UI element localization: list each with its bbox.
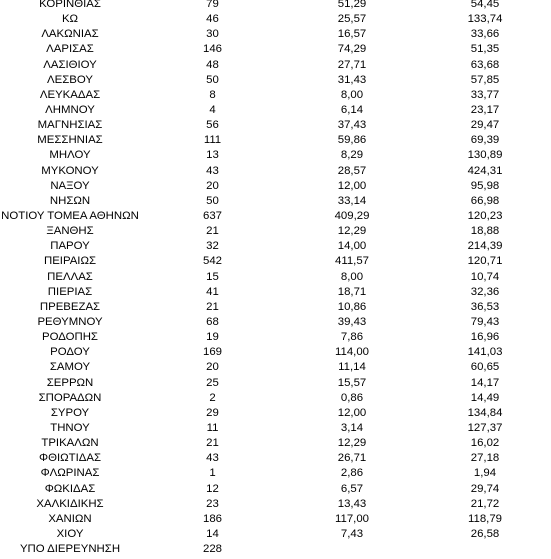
average-cell: 7,43 bbox=[340, 527, 364, 540]
cases-cell: 21 bbox=[206, 225, 219, 238]
table-row bbox=[0, 315, 551, 330]
cases-cell: 50 bbox=[206, 73, 219, 86]
region-name-cell: ΡΕΘΥΜΝΟΥ bbox=[37, 315, 103, 328]
cases-cell: 56 bbox=[206, 119, 219, 132]
average-cell: 114,00 bbox=[335, 346, 369, 359]
table-row bbox=[0, 73, 551, 88]
table-row bbox=[0, 270, 551, 285]
cases-cell: 41 bbox=[206, 285, 219, 298]
table-row bbox=[0, 88, 551, 103]
rate-cell: 33,77 bbox=[470, 88, 500, 101]
cases-cell: 169 bbox=[202, 346, 222, 359]
average-cell: 37,43 bbox=[337, 119, 367, 132]
cases-cell: 186 bbox=[202, 512, 222, 525]
rate-cell: 127,37 bbox=[467, 421, 503, 434]
table-row bbox=[0, 148, 551, 163]
rate-cell: 1,94 bbox=[473, 467, 497, 480]
region-name-cell: ΣΑΜΟΥ bbox=[49, 361, 91, 374]
cases-cell: 637 bbox=[202, 209, 222, 222]
rate-cell: 23,17 bbox=[470, 103, 500, 116]
cases-cell: 25 bbox=[206, 376, 219, 389]
rate-cell: 120,71 bbox=[467, 255, 503, 268]
region-name-cell: ΜΗΛΟΥ bbox=[49, 149, 91, 162]
region-name-cell: ΝΟΤΙΟΥ ΤΟΜΕΑ ΑΘΗΝΩΝ bbox=[1, 209, 139, 222]
rate-cell: 54,45 bbox=[470, 0, 500, 10]
region-name-cell: ΠΙΕΡΙΑΣ bbox=[47, 285, 93, 298]
average-cell: 25,57 bbox=[337, 13, 367, 26]
table-row bbox=[0, 179, 551, 194]
cases-cell: 48 bbox=[206, 58, 219, 71]
average-cell: 8,29 bbox=[340, 149, 364, 162]
cases-cell: 43 bbox=[206, 452, 219, 465]
cases-cell: 46 bbox=[206, 13, 219, 26]
average-cell: 28,57 bbox=[337, 164, 367, 177]
region-name-cell: ΜΥΚΟΝΟΥ bbox=[41, 164, 99, 177]
average-cell: 6,57 bbox=[340, 482, 364, 495]
rate-cell: 16,96 bbox=[470, 331, 500, 344]
cases-cell: 20 bbox=[206, 361, 219, 374]
region-name-cell: ΧΙΟΥ bbox=[56, 527, 84, 540]
cases-cell: 20 bbox=[206, 179, 219, 192]
table-row bbox=[0, 285, 551, 300]
region-name-cell: ΡΟΔΟΥ bbox=[50, 346, 90, 359]
table-row bbox=[0, 118, 551, 133]
cases-cell: 2 bbox=[209, 391, 216, 404]
region-name-cell: ΧΑΛΚΙΔΙΚΗΣ bbox=[36, 497, 104, 510]
average-cell: 18,71 bbox=[337, 285, 367, 298]
average-cell: 12,29 bbox=[337, 437, 367, 450]
table-row bbox=[0, 209, 551, 224]
region-name-cell: ΚΟΡΙΝΘΙΑΣ bbox=[39, 0, 101, 10]
cases-cell: 111 bbox=[203, 134, 222, 147]
average-cell: 51,29 bbox=[337, 0, 367, 10]
table-row bbox=[0, 42, 551, 57]
rate-cell: 424,31 bbox=[467, 164, 503, 177]
rate-cell: 32,36 bbox=[470, 285, 500, 298]
table-row bbox=[0, 391, 551, 406]
rate-cell: 79,43 bbox=[470, 315, 500, 328]
average-cell: 117,00 bbox=[335, 512, 369, 525]
rate-cell: 10,74 bbox=[470, 270, 500, 283]
average-cell: 27,71 bbox=[337, 58, 367, 71]
region-name-cell: ΜΑΓΝΗΣΙΑΣ bbox=[37, 119, 103, 132]
rate-cell: 14,49 bbox=[470, 391, 500, 404]
average-cell: 3,14 bbox=[340, 421, 364, 434]
cases-cell: 32 bbox=[206, 240, 219, 253]
cases-cell: 68 bbox=[206, 315, 219, 328]
region-name-cell: ΦΘΙΩΤΙΔΑΣ bbox=[39, 452, 101, 465]
region-name-cell: ΠΑΡΟΥ bbox=[50, 240, 90, 253]
table-row bbox=[0, 300, 551, 315]
average-cell: 10,86 bbox=[337, 300, 367, 313]
table-row bbox=[0, 421, 551, 436]
table-row bbox=[0, 103, 551, 118]
rate-cell bbox=[419, 542, 551, 557]
cases-cell: 15 bbox=[206, 270, 219, 283]
rate-cell: 21,72 bbox=[470, 497, 500, 510]
table-row bbox=[0, 345, 551, 360]
average-cell: 11,14 bbox=[338, 361, 366, 374]
table-row bbox=[0, 254, 551, 269]
cases-cell: 79 bbox=[206, 0, 219, 10]
average-cell: 0,86 bbox=[340, 391, 364, 404]
rate-cell: 16,02 bbox=[470, 437, 500, 450]
table-row bbox=[0, 512, 551, 527]
table-row bbox=[0, 436, 551, 451]
region-name-cell: ΝΑΞΟΥ bbox=[50, 179, 90, 192]
cases-cell: 43 bbox=[206, 164, 219, 177]
region-name-cell: ΠΡΕΒΕΖΑΣ bbox=[39, 300, 101, 313]
rate-cell: 141,03 bbox=[467, 346, 503, 359]
region-name-cell: ΡΟΔΟΠΗΣ bbox=[42, 331, 98, 344]
region-name-cell: ΣΠΟΡΑΔΩΝ bbox=[38, 391, 102, 404]
region-name-cell: ΦΛΩΡΙΝΑΣ bbox=[40, 467, 100, 480]
region-name-cell: ΛΕΣΒΟΥ bbox=[47, 73, 93, 86]
rate-cell: 69,39 bbox=[470, 134, 500, 147]
cases-cell: 14 bbox=[206, 527, 219, 540]
cases-cell: 11 bbox=[206, 421, 219, 434]
region-name-cell: ΛΑΚΩΝΙΑΣ bbox=[41, 28, 99, 41]
average-cell: 8,00 bbox=[340, 270, 364, 283]
average-cell: 33,14 bbox=[337, 194, 367, 207]
region-name-cell: ΝΗΣΩΝ bbox=[49, 194, 91, 207]
rate-cell: 18,88 bbox=[470, 225, 500, 238]
cases-cell: 13 bbox=[206, 149, 219, 162]
average-cell: 411,57 bbox=[335, 255, 369, 268]
cases-cell: 542 bbox=[202, 255, 222, 268]
average-cell: 59,86 bbox=[337, 134, 367, 147]
region-name-cell: ΛΑΣΙΘΙΟΥ bbox=[43, 58, 97, 71]
average-cell: 13,43 bbox=[337, 497, 367, 510]
rate-cell: 66,98 bbox=[470, 194, 500, 207]
rate-cell: 60,65 bbox=[470, 361, 500, 374]
rate-cell: 36,53 bbox=[470, 300, 500, 313]
table-row bbox=[0, 406, 551, 421]
table-row bbox=[0, 12, 551, 27]
table-row bbox=[0, 330, 551, 345]
rate-cell: 214,39 bbox=[467, 240, 503, 253]
rate-cell: 51,35 bbox=[470, 43, 500, 56]
rate-cell: 120,23 bbox=[467, 209, 503, 222]
region-name-cell: ΥΠΟ ΔΙΕΡΕΥΝΗΣΗ bbox=[19, 543, 121, 556]
region-name-cell: ΛΑΡΙΣΑΣ bbox=[46, 43, 94, 56]
table-row bbox=[0, 164, 551, 179]
table-row bbox=[0, 58, 551, 73]
table-row bbox=[0, 376, 551, 391]
average-cell: 16,57 bbox=[337, 28, 367, 41]
cases-cell: 50 bbox=[206, 194, 219, 207]
region-name-cell: ΧΑΝΙΩΝ bbox=[48, 512, 92, 525]
cases-cell: 8 bbox=[209, 88, 216, 101]
cases-cell: 4 bbox=[209, 103, 216, 116]
region-name-cell: ΤΡΙΚΑΛΩΝ bbox=[41, 437, 99, 450]
rate-cell: 95,98 bbox=[470, 179, 500, 192]
rate-cell: 63,68 bbox=[470, 58, 500, 71]
cases-cell: 228 bbox=[202, 543, 222, 556]
average-cell: 26,71 bbox=[337, 452, 367, 465]
average-cell: 12,00 bbox=[337, 179, 367, 192]
average-cell: 14,00 bbox=[337, 240, 367, 253]
rate-cell: 134,84 bbox=[467, 406, 503, 419]
table-row bbox=[0, 466, 551, 481]
average-cell: 31,43 bbox=[337, 73, 367, 86]
average-cell: 12,00 bbox=[337, 406, 367, 419]
region-name-cell: ΠΕΛΛΑΣ bbox=[47, 270, 93, 283]
rate-cell: 57,85 bbox=[470, 73, 500, 86]
cases-cell: 21 bbox=[206, 437, 219, 450]
table-row bbox=[0, 0, 551, 12]
table-row bbox=[0, 542, 551, 557]
table-row bbox=[0, 527, 551, 542]
region-name-cell: ΚΩ bbox=[61, 13, 79, 26]
average-cell: 409,29 bbox=[334, 209, 370, 222]
average-cell: 6,14 bbox=[340, 103, 364, 116]
table-row bbox=[0, 27, 551, 42]
region-name-cell: ΠΕΙΡΑΙΩΣ bbox=[43, 255, 97, 268]
region-name-cell: ΜΕΣΣΗΝΙΑΣ bbox=[37, 134, 103, 147]
average-cell: 7,86 bbox=[340, 331, 364, 344]
rate-cell: 29,47 bbox=[470, 119, 500, 132]
cases-cell: 30 bbox=[206, 28, 219, 41]
average-cell bbox=[285, 542, 419, 557]
table-row bbox=[0, 224, 551, 239]
cases-cell: 1 bbox=[209, 467, 216, 480]
table-row bbox=[0, 360, 551, 375]
rate-cell: 14,17 bbox=[470, 376, 500, 389]
table-row bbox=[0, 239, 551, 254]
rate-cell: 29,74 bbox=[470, 482, 500, 495]
table-row bbox=[0, 133, 551, 148]
region-name-cell: ΦΩΚΙΔΑΣ bbox=[44, 482, 96, 495]
rate-cell: 27,18 bbox=[470, 452, 500, 465]
rate-cell: 130,89 bbox=[467, 149, 503, 162]
rate-cell: 133,74 bbox=[467, 13, 503, 26]
table-row bbox=[0, 451, 551, 466]
average-cell: 8,00 bbox=[340, 88, 364, 101]
cases-cell: 21 bbox=[206, 300, 219, 313]
region-name-cell: ΣΥΡΟΥ bbox=[50, 406, 90, 419]
table-row bbox=[0, 497, 551, 512]
cases-cell: 146 bbox=[202, 43, 222, 56]
region-name-cell: ΤΗΝΟΥ bbox=[50, 421, 90, 434]
cases-cell: 23 bbox=[206, 497, 219, 510]
rate-cell: 26,58 bbox=[470, 527, 500, 540]
average-cell: 12,29 bbox=[337, 225, 367, 238]
average-cell: 15,57 bbox=[337, 376, 367, 389]
rate-cell: 33,66 bbox=[470, 28, 500, 41]
average-cell: 74,29 bbox=[337, 43, 367, 56]
table-row bbox=[0, 482, 551, 497]
cases-cell: 12 bbox=[206, 482, 219, 495]
cases-cell: 19 bbox=[206, 331, 219, 344]
region-name-cell: ΛΗΜΝΟΥ bbox=[45, 103, 95, 116]
cases-cell: 29 bbox=[206, 406, 219, 419]
region-name-cell: ΞΑΝΘΗΣ bbox=[46, 225, 94, 238]
region-name-cell: ΣΕΡΡΩΝ bbox=[46, 376, 94, 389]
average-cell: 2,86 bbox=[340, 467, 364, 480]
rate-cell: 118,79 bbox=[468, 512, 502, 525]
region-name-cell: ΛΕΥΚΑΔΑΣ bbox=[39, 88, 101, 101]
table-row bbox=[0, 194, 551, 209]
average-cell: 39,43 bbox=[337, 315, 367, 328]
